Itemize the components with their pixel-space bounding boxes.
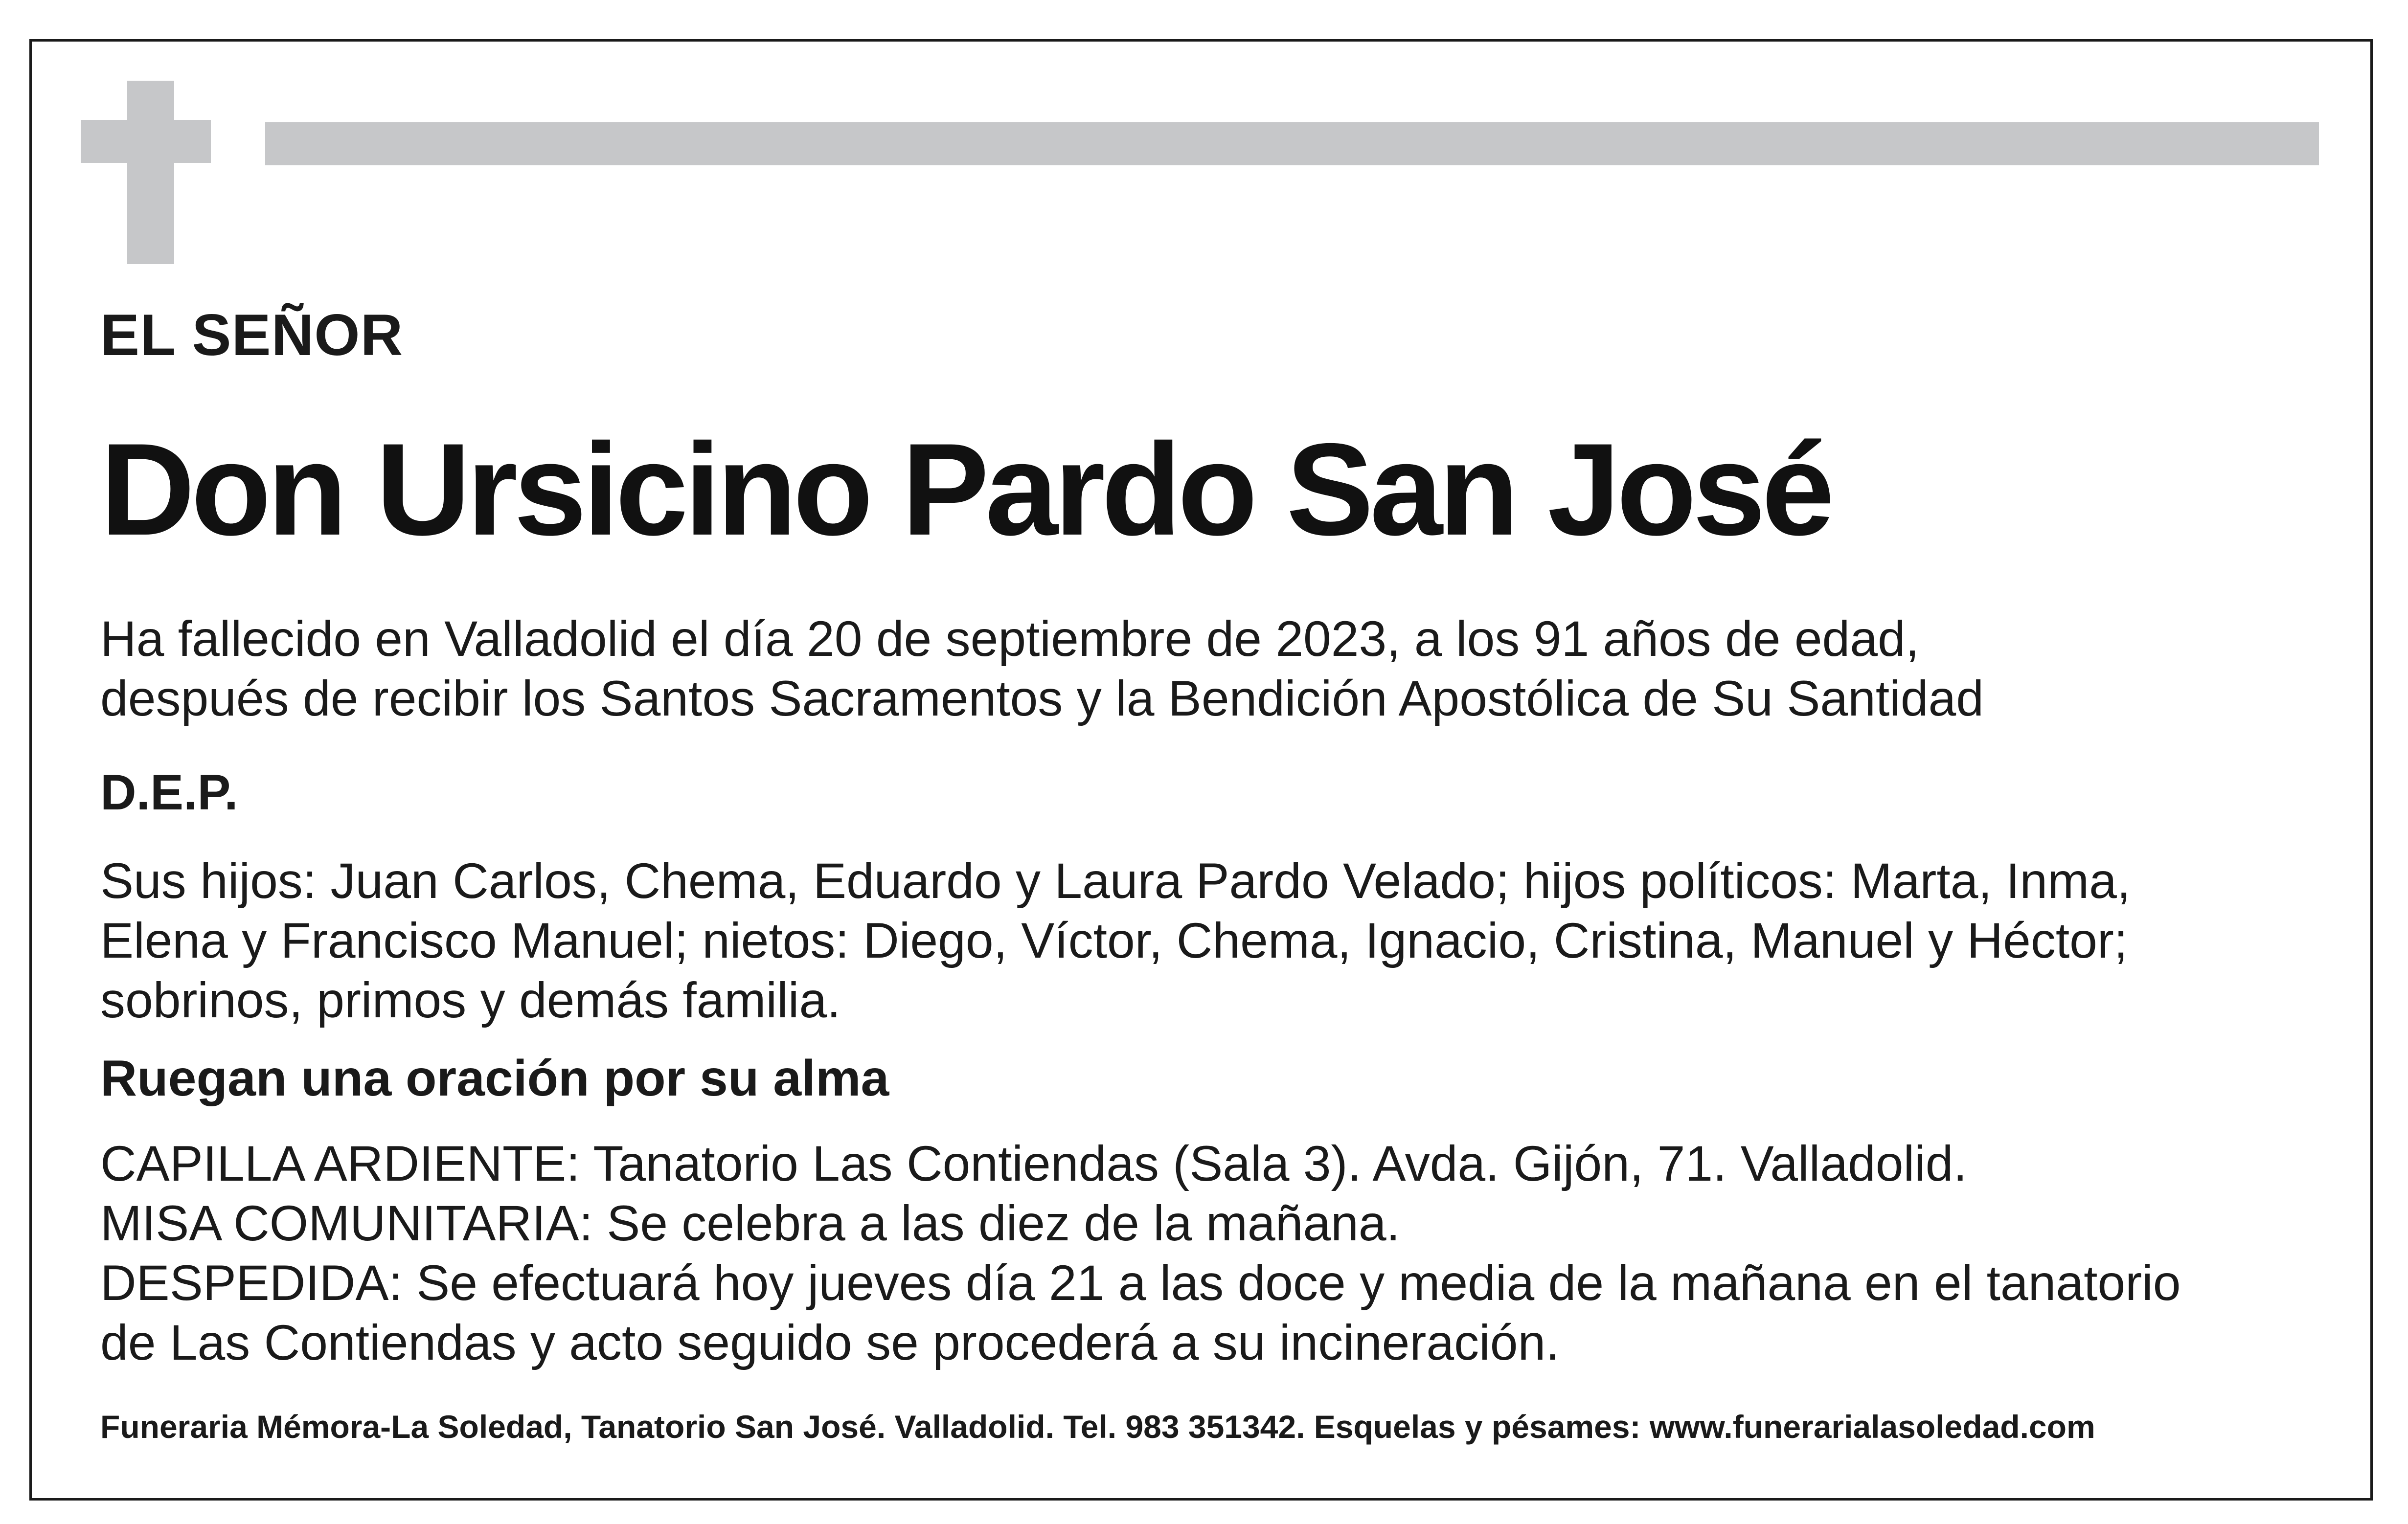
- family-line: Elena y Francisco Manuel; nietos: Diego, Víctor, Chema, Ignacio, Cristina, Manuel y Héctor;: [100, 913, 2128, 968]
- intro-paragraph: [100, 609, 2331, 728]
- details-line: CAPILLA ARDIENTE: Tanatorio Las Contiendas (Sala 3). Avda. Gijón, 71. Valladolid.: [100, 1136, 1967, 1191]
- service-details: [100, 1134, 2331, 1372]
- cross-horizontal-bar: [81, 120, 211, 163]
- header-rule: [265, 122, 2319, 165]
- intro-line: después de recibir los Santos Sacramentos y la Bendición Apostólica de Su Santidad: [100, 671, 1984, 726]
- family-line: sobrinos, primos y demás familia.: [100, 972, 841, 1028]
- cross-vertical-bar: [127, 81, 174, 264]
- funeral-home-footer: Funeraria Mémora-La Soledad, Tanatorio San José. Valladolid. Tel. 983 351342. Esquelas y pésames: www.funerarialasoledad.com: [100, 1409, 2095, 1445]
- details-line: de Las Contiendas y acto seguido se procederá a su incineración.: [100, 1315, 1560, 1370]
- dep-label: D.E.P.: [100, 764, 238, 820]
- prayer-request: Ruegan una oración por su alma: [100, 1050, 889, 1107]
- deceased-name: Don Ursicino Pardo San José: [100, 416, 1831, 562]
- family-paragraph: [100, 851, 2331, 1030]
- details-line: DESPEDIDA: Se efectuará hoy jueves día 21 a las doce y media de la mañana en el tanatorio: [100, 1255, 2181, 1311]
- details-line: MISA COMUNITARIA: Se celebra a las diez de la mañana.: [100, 1195, 1400, 1251]
- family-line: Sus hijos: Juan Carlos, Chema, Eduardo y Laura Pardo Velado; hijos políticos: Marta, Inma,: [100, 853, 2131, 909]
- intro-line: Ha fallecido en Valladolid el día 20 de septiembre de 2023, a los 91 años de edad,: [100, 611, 1920, 667]
- honorific: EL SEÑOR: [100, 302, 404, 368]
